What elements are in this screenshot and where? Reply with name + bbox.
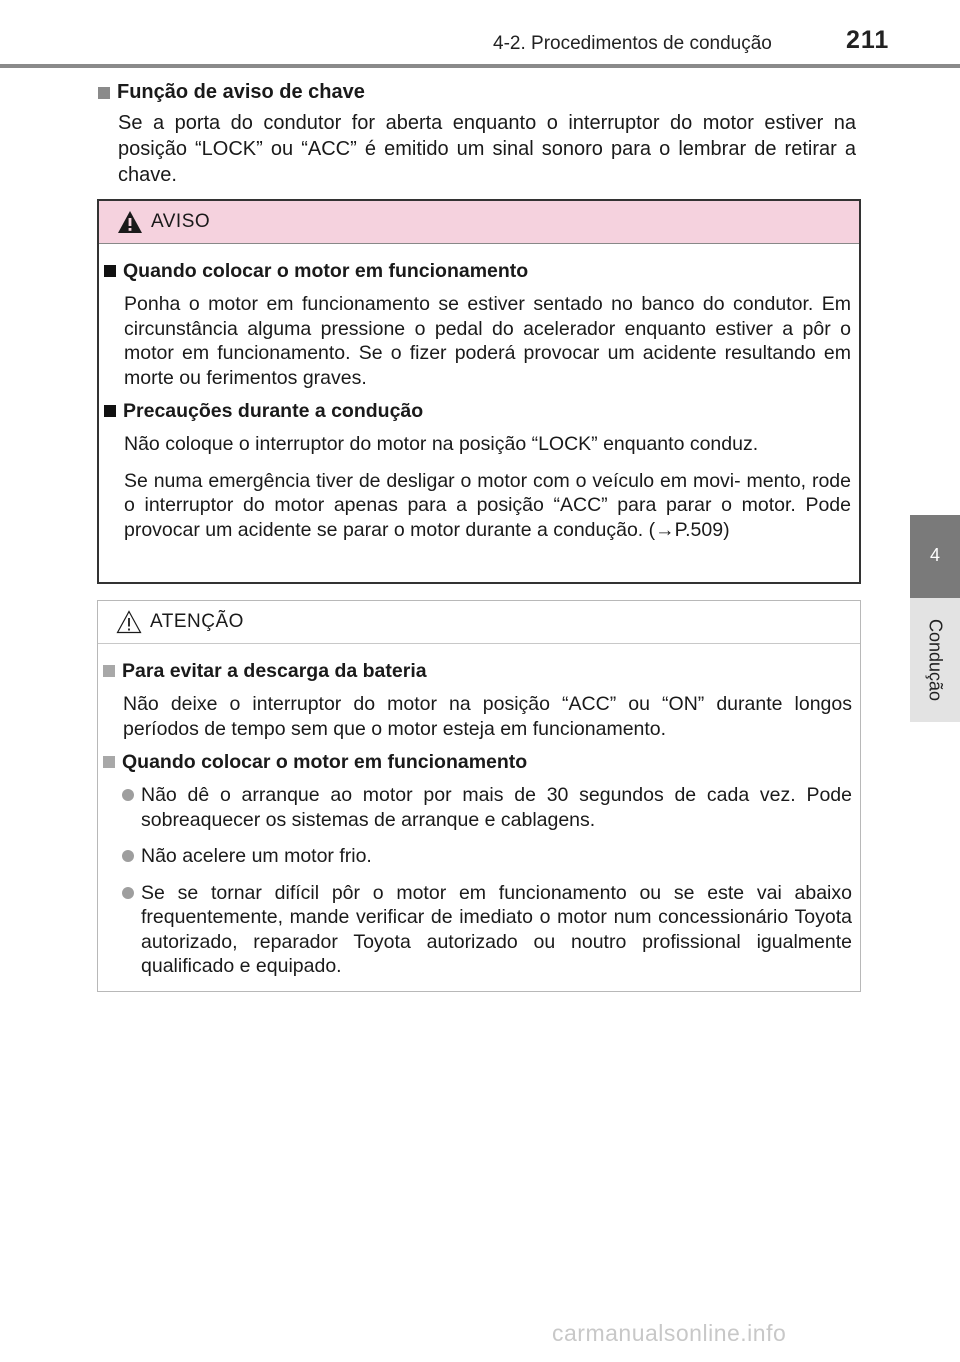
caution-box-label: ATENÇÃO — [150, 611, 244, 632]
caution-item-title: Quando colocar o motor em funcionamento — [103, 749, 860, 775]
intro-heading — [98, 81, 365, 104]
caution-box-header — [98, 601, 860, 644]
chapter-tab — [910, 515, 960, 598]
warning-box-label: AVISO — [151, 211, 211, 232]
caution-triangle-outline-icon — [116, 610, 142, 634]
caution-box-body — [98, 644, 860, 979]
warning-item-text: Não coloque o interruptor do motor na posição “LOCK” enquanto conduz. — [124, 433, 759, 455]
circle-bullet-icon — [122, 789, 134, 801]
warning-box-header — [99, 201, 859, 244]
warning-box-body — [99, 244, 859, 542]
caution-bullet: Se se tornar difícil pôr o motor em funcionamento ou se este vai abaixo frequentemente, mande verificar de imediato o motor num concessionário Toyota autorizado, reparador Toyota autorizado ou noutro profissional igualmente qualificado e equipado. — [122, 881, 852, 979]
square-bullet-icon — [98, 87, 110, 99]
square-bullet-icon — [104, 405, 116, 417]
header-rule — [0, 64, 960, 68]
intro-text: Se a porta do condutor for aberta enquanto o interruptor do motor estiver na posição “LOCK” ou “ACC” é emitido um sinal sonoro para o lembrar de retirar a chave. — [118, 112, 856, 186]
warning-triangle-icon — [117, 210, 143, 234]
square-bullet-icon — [104, 265, 116, 277]
page-number: 211 — [846, 26, 890, 54]
watermark: carmanualsonline.info — [552, 1320, 787, 1346]
circle-bullet-icon — [122, 850, 134, 862]
warning-box — [97, 199, 861, 584]
warning-item-text: Ponha o motor em funcionamento se estiver sentado no banco do condutor. Em circunstância alguma pressione o pedal do acelerador enquanto estiver a pôr o motor em funcionamento. Se o fizer poderá provocar um acidente resultando em morte ou ferimentos graves. — [124, 293, 851, 389]
caution-item-text: Não deixe o interruptor do motor na posição “ACC” ou “ON” durante longos períodos de tempo sem que o motor esteja em funcionamento. — [123, 693, 852, 740]
caution-bullet: Não dê o arranque ao motor por mais de 30 segundos de cada vez. Pode sobreaquecer os sistemas de arranque e cablagens. — [122, 783, 852, 832]
caution-item-title: Para evitar a descarga da bateria — [103, 658, 860, 684]
section-title: 4-2. Procedimentos de condução — [493, 33, 772, 54]
intro-title: Função de aviso de chave — [117, 81, 365, 103]
chapter-label: Condução — [925, 618, 946, 702]
chapter-number: 4 — [929, 545, 940, 565]
warning-item-title: Precauções durante a condução — [104, 398, 859, 424]
caution-bullet: Não acelere um motor frio. — [122, 844, 852, 869]
chapter-label-strip — [910, 598, 960, 722]
square-bullet-icon — [103, 665, 115, 677]
warning-item-text: Se numa emergência tiver de desligar o motor com o veículo em movi- mento, rode o interruptor do motor apenas para a posição “ACC” para parar o motor. Pode provocar um acidente se parar o motor durante a condução. (→P.509) — [124, 469, 851, 541]
caution-box — [97, 600, 861, 992]
warning-item-title: Quando colocar o motor em funcionamento — [104, 258, 859, 284]
circle-bullet-icon — [122, 887, 134, 899]
square-bullet-icon — [103, 756, 115, 768]
